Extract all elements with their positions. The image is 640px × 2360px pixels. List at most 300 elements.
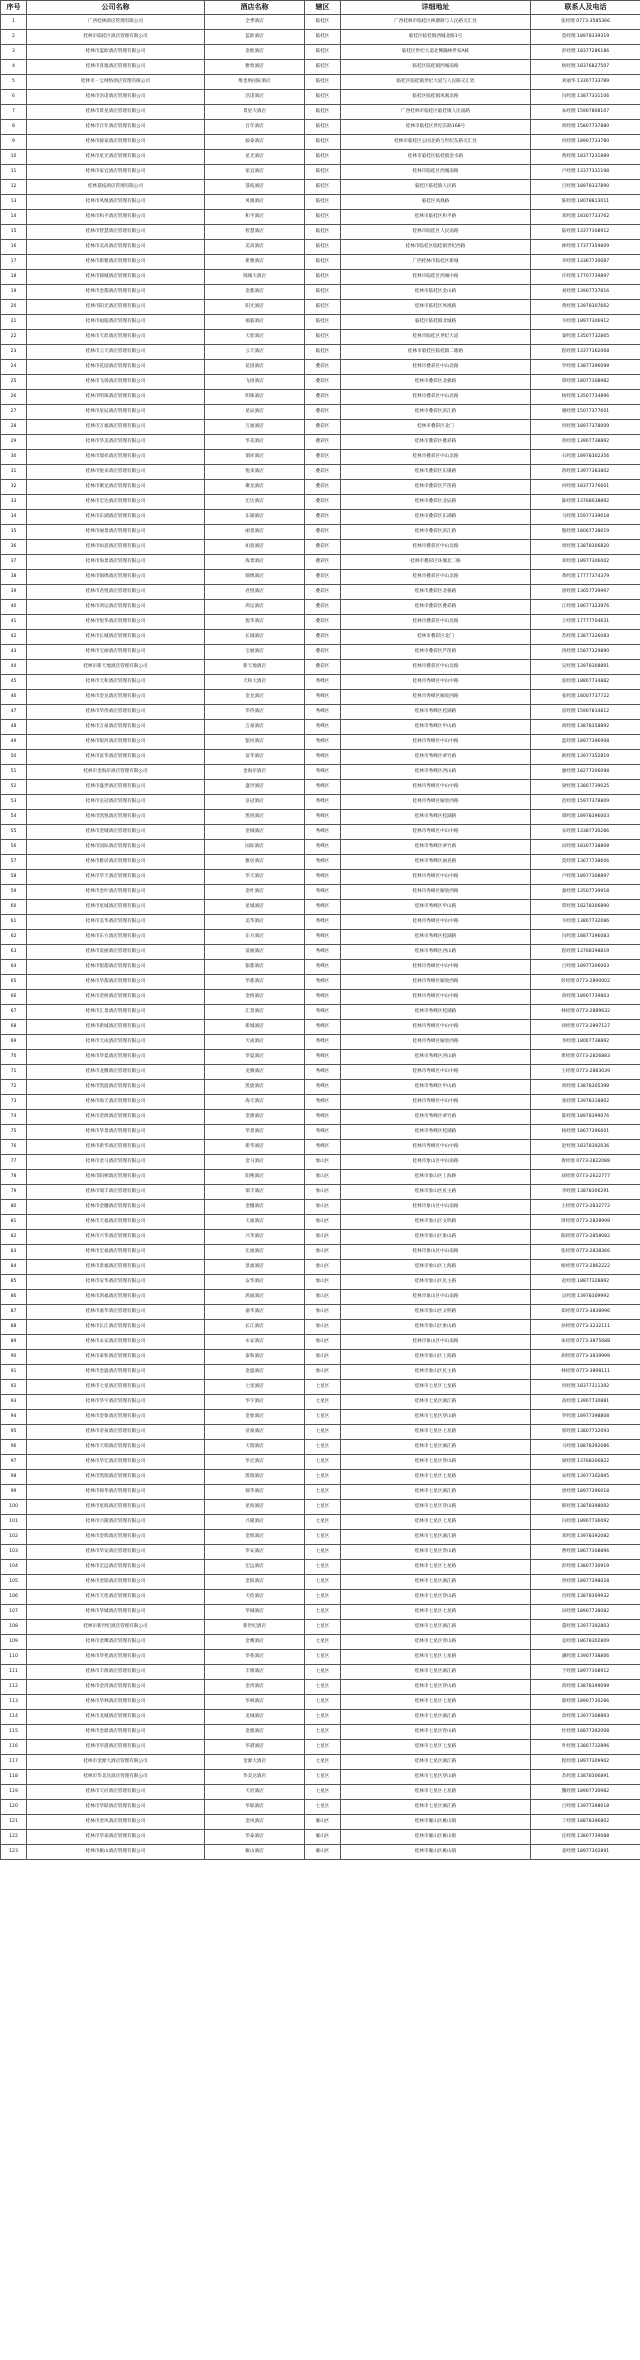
cell-company: 桂林市骏泰酒店管理有限公司 (27, 135, 205, 150)
cell-index: 26 (1, 390, 27, 405)
cell-company: 桂林市丰源酒店管理有限公司 (27, 1665, 205, 1680)
cell-company: 桂林市华安酒店管理有限公司 (27, 1545, 205, 1560)
cell-index: 51 (1, 765, 27, 780)
cell-contact: 任经理 13807739088 (531, 1830, 640, 1845)
cell-hotel: 华美达酒店 (205, 1770, 305, 1785)
cell-company: 桂林市华天酒店管理有限公司 (27, 870, 205, 885)
cell-address: 桂林市叠彩区环城北二路 (341, 555, 531, 570)
cell-district: 象山区 (305, 1350, 341, 1365)
cell-index: 15 (1, 225, 27, 240)
cell-index: 100 (1, 1500, 27, 1515)
cell-district: 秀峰区 (305, 870, 341, 885)
cell-index: 97 (1, 1455, 27, 1470)
cell-company: 桂林市华美达酒店管理有限公司 (27, 1770, 205, 1785)
cell-address: 桂林市秀峰区翠竹路 (341, 750, 531, 765)
cell-hotel: 天成酒店 (205, 1035, 305, 1050)
cell-index: 50 (1, 750, 27, 765)
cell-contact: 丁经理 18878396802 (531, 1815, 640, 1830)
cell-index: 17 (1, 255, 27, 270)
cell-contact: 雷经理 15907834812 (531, 705, 640, 720)
cell-address: 桂林市叠彩区中山北路 (341, 390, 531, 405)
cell-company: 桂林荔枝酒店管理有限公司 (27, 180, 205, 195)
cell-district: 七星区 (305, 1500, 341, 1515)
cell-contact: 袁经理 18678302809 (531, 1635, 640, 1650)
cell-district: 临桂区 (305, 285, 341, 300)
cell-contact: 潘经理 13907738806 (531, 1650, 640, 1665)
table-row (1, 1200, 640, 1215)
cell-district: 叠彩区 (305, 420, 341, 435)
cell-company: 桂林市华港酒店管理有限公司 (27, 1740, 205, 1755)
cell-company: 桂林市智慧酒店管理有限公司 (27, 225, 205, 240)
cell-address: 临桂区临桂镇西城北路1号 (341, 30, 531, 45)
cell-index: 19 (1, 285, 27, 300)
cell-address: 桂林市叠彩区北辰路 (341, 495, 531, 510)
table-row (1, 960, 640, 975)
cell-address: 桂林市叠彩区芦笛路 (341, 480, 531, 495)
cell-index: 94 (1, 1410, 27, 1425)
cell-hotel: 瑞丰酒店 (205, 1185, 305, 1200)
cell-contact: 何经理 18377311392 (531, 1380, 640, 1395)
cell-hotel: 海天酒店 (205, 1095, 305, 1110)
cell-contact: 梁经理 13807739025 (531, 780, 640, 795)
cell-index: 55 (1, 825, 27, 840)
table-row (1, 795, 640, 810)
cell-hotel: 雅居酒店 (205, 855, 305, 870)
cell-index: 112 (1, 1680, 27, 1695)
cell-contact: 黄经理 18377231889 (531, 150, 640, 165)
cell-company: 桂林市飞扬酒店管理有限公司 (27, 375, 205, 390)
cell-index: 80 (1, 1200, 27, 1215)
cell-district: 秀峰区 (305, 840, 341, 855)
cell-district: 象山区 (305, 1365, 341, 1380)
header-row (1, 1, 640, 15)
cell-index: 47 (1, 705, 27, 720)
cell-index: 53 (1, 795, 27, 810)
cell-district: 秀峰区 (305, 720, 341, 735)
cell-company: 桂林市花园酒店管理有限公司 (27, 360, 205, 375)
cell-address: 桂林市七星区穿山路 (341, 1590, 531, 1605)
cell-index: 24 (1, 360, 27, 375)
cell-company: 桂林市华宏酒店管理有限公司 (27, 1455, 205, 1470)
cell-company: 桂林市嘉华酒店管理有限公司 (27, 1305, 205, 1320)
cell-district: 叠彩区 (305, 510, 341, 525)
cell-index: 10 (1, 150, 27, 165)
cell-hotel: 星城酒店 (205, 900, 305, 915)
table-row (1, 720, 640, 735)
cell-hotel: 泰和酒店 (205, 1350, 305, 1365)
cell-district: 秀峰区 (305, 855, 341, 870)
cell-contact: 冯经理 18907736092 (531, 1515, 640, 1530)
cell-contact: 朱经理 15907808107 (531, 105, 640, 120)
cell-district: 七星区 (305, 1800, 341, 1815)
cell-district: 七星区 (305, 1545, 341, 1560)
cell-hotel: 宏福酒店 (205, 1245, 305, 1260)
cell-index: 81 (1, 1215, 27, 1230)
cell-hotel: 长城酒店 (205, 630, 305, 645)
table-row (1, 1050, 640, 1065)
cell-district: 秀峰区 (305, 915, 341, 930)
cell-address: 桂林市秀峰区西山路 (341, 1050, 531, 1065)
table-row (1, 180, 640, 195)
cell-address: 桂林市象山区上海路 (341, 1170, 531, 1185)
cell-contact: 程经理 18977309902 (531, 1755, 640, 1770)
cell-index: 75 (1, 1125, 27, 1140)
cell-company: 桂林市宏远酒店管理有限公司 (27, 1560, 205, 1575)
cell-contact: 秦经理 13507739918 (531, 885, 640, 900)
cell-index: 109 (1, 1635, 27, 1650)
cell-index: 31 (1, 465, 27, 480)
cell-district: 秀峰区 (305, 990, 341, 1005)
cell-index: 104 (1, 1560, 27, 1575)
cell-index: 59 (1, 885, 27, 900)
table-row (1, 1155, 640, 1170)
cell-index: 33 (1, 495, 27, 510)
table-row (1, 165, 640, 180)
cell-company: 桂林市星辰酒店管理有限公司 (27, 405, 205, 420)
cell-address: 桂林市雁山区雁山镇 (341, 1815, 531, 1830)
cell-company: 桂林市华都酒店管理有限公司 (27, 975, 205, 990)
cell-hotel: 永安酒店 (205, 1335, 305, 1350)
cell-contact: 余经理 13977308893 (531, 1710, 640, 1725)
table-row (1, 1725, 640, 1740)
table-row (1, 1560, 640, 1575)
cell-district: 秀峰区 (305, 900, 341, 915)
cell-hotel: 全季酒店 (205, 15, 305, 30)
cell-hotel: 景星大酒店 (205, 105, 305, 120)
table-row (1, 1335, 640, 1350)
cell-address: 桂林市秀峰区甲山路 (341, 1080, 531, 1095)
cell-contact: 黄经理 0773-2822088 (531, 1155, 640, 1170)
cell-hotel: 华安酒店 (205, 1545, 305, 1560)
cell-index: 67 (1, 1005, 27, 1020)
cell-district: 临桂区 (305, 60, 341, 75)
cell-district: 七星区 (305, 1650, 341, 1665)
cell-contact: 刘经理 0773-2622777 (531, 1170, 640, 1185)
cell-hotel: 金鹰酒店 (205, 1635, 305, 1650)
cell-index: 21 (1, 315, 27, 330)
cell-district: 秀峰区 (305, 750, 341, 765)
cell-company: 桂林市浩诺酒店管理有限公司 (27, 90, 205, 105)
cell-hotel: 金象酒店 (205, 1410, 305, 1425)
cell-contact: 覃经理 18077308982 (531, 375, 640, 390)
cell-address: 桂林市七星区漓江路 (341, 1440, 531, 1455)
table-row (1, 135, 640, 150)
cell-hotel: 金源酒店 (205, 1110, 305, 1125)
cell-hotel: 银河酒店 (205, 735, 305, 750)
table-row (1, 840, 640, 855)
cell-contact: 田经理 18907738082 (531, 1605, 640, 1620)
cell-address: 桂林市七星区穿山路 (341, 1770, 531, 1785)
cell-address: 桂林市秀峰区西山路 (341, 945, 531, 960)
cell-contact: 肖经理 13878309932 (531, 1590, 640, 1605)
table-row (1, 660, 640, 675)
cell-hotel: 金龙酒店 (205, 690, 305, 705)
cell-contact: 邓经理 18977306002 (531, 555, 640, 570)
table-row (1, 705, 640, 720)
cell-contact: 胡经理 13878358892 (531, 720, 640, 735)
cell-hotel: 锦城大酒店 (205, 270, 305, 285)
cell-index: 118 (1, 1770, 27, 1785)
cell-contact: 杨经理 13507734896 (531, 390, 640, 405)
cell-hotel: 云天酒店 (205, 345, 305, 360)
cell-hotel: 金穗酒店 (205, 1200, 305, 1215)
cell-company: 桂林市天瑞酒店管理有限公司 (27, 1440, 205, 1455)
cell-hotel: 浩诺酒店 (205, 90, 305, 105)
cell-district: 叠彩区 (305, 360, 341, 375)
table-row (1, 90, 640, 105)
cell-contact: 石经理 18978302356 (531, 450, 640, 465)
cell-contact: 何经理 18977378009 (531, 420, 640, 435)
table-row (1, 420, 640, 435)
cell-district: 秀峰区 (305, 1050, 341, 1065)
cell-hotel: 鸿运酒店 (205, 600, 305, 615)
cell-index: 69 (1, 1035, 27, 1050)
cell-company: 桂林市锦绣酒店管理有限公司 (27, 570, 205, 585)
header-district: 辖区 (305, 1, 341, 15)
cell-district: 秀峰区 (305, 690, 341, 705)
cell-contact: 董经理 13977392803 (531, 1620, 640, 1635)
cell-company: 桂林市宏达酒店管理有限公司 (27, 495, 205, 510)
table-row (1, 570, 640, 585)
cell-hotel: 金阳酒店 (205, 1575, 305, 1590)
cell-index: 4 (1, 60, 27, 75)
cell-contact: 高经理 13907730881 (531, 1395, 640, 1410)
cell-hotel: 万豪酒店 (205, 720, 305, 735)
cell-address: 桂林市叠彩区叠彩路 (341, 600, 531, 615)
cell-address: 桂林市象山区中山南路 (341, 1245, 531, 1260)
cell-index: 77 (1, 1155, 27, 1170)
cell-district: 叠彩区 (305, 405, 341, 420)
cell-address: 桂林市七星区七星路 (341, 1470, 531, 1485)
cell-address: 桂林市秀峰区西山路 (341, 765, 531, 780)
cell-index: 64 (1, 960, 27, 975)
cell-address: 桂林市秀峰区中山中路 (341, 1140, 531, 1155)
table-row (1, 1365, 640, 1380)
cell-hotel: 天涯酒店 (205, 330, 305, 345)
table-row (1, 1140, 640, 1155)
cell-address: 桂林市临桂区临桂镇金水路 (341, 150, 531, 165)
cell-address: 桂林市叠彩区中山北路 (341, 360, 531, 375)
table-row (1, 480, 640, 495)
table-row (1, 1740, 640, 1755)
table-row (1, 1665, 640, 1680)
cell-district: 临桂区 (305, 255, 341, 270)
cell-address: 桂林市叠彩区叠彩路 (341, 435, 531, 450)
cell-contact: 陈经理 13768038892 (531, 495, 640, 510)
cell-district: 秀峰区 (305, 1140, 341, 1155)
cell-address: 桂林市七星区穿山路 (341, 1635, 531, 1650)
cell-index: 111 (1, 1665, 27, 1680)
cell-hotel: 丽景酒店 (205, 525, 305, 540)
cell-contact: 彭经理 18377286186 (531, 45, 640, 60)
cell-hotel: 福临酒店 (205, 315, 305, 330)
cell-company: 桂林市金城酒店管理有限公司 (27, 825, 205, 840)
cell-hotel: 富丽酒店 (205, 945, 305, 960)
cell-contact: 魏经理 18907730982 (531, 1785, 640, 1800)
table-row (1, 780, 640, 795)
table-row (1, 1410, 640, 1425)
cell-hotel: 华宇酒店 (205, 1395, 305, 1410)
cell-district: 象山区 (305, 1260, 341, 1275)
cell-company: 桂林市金象酒店管理有限公司 (27, 1410, 205, 1425)
table-row (1, 945, 640, 960)
cell-index: 73 (1, 1095, 27, 1110)
cell-hotel: 天伦酒店 (205, 1590, 305, 1605)
table-row (1, 510, 640, 525)
cell-contact: 周经理 13878305398 (531, 1080, 640, 1095)
cell-index: 12 (1, 180, 27, 195)
cell-index: 85 (1, 1275, 27, 1290)
table-row (1, 405, 640, 420)
cell-contact: 于经理 18977308912 (531, 1665, 640, 1680)
cell-hotel: 天和大酒店 (205, 675, 305, 690)
cell-contact: 谢经理 15077377601 (531, 405, 640, 420)
cell-index: 95 (1, 1425, 27, 1440)
cell-hotel: 悦来酒店 (205, 465, 305, 480)
cell-district: 象山区 (305, 1230, 341, 1245)
cell-hotel: 新华酒店 (205, 1140, 305, 1155)
cell-company: 桂林市国际酒店管理有限公司 (27, 840, 205, 855)
cell-contact: 蓝经理 18977396908 (531, 735, 640, 750)
cell-contact: 庞经理 18807734882 (531, 675, 640, 690)
cell-hotel: 飞扬酒店 (205, 375, 305, 390)
cell-index: 2 (1, 30, 27, 45)
cell-district: 叠彩区 (305, 540, 341, 555)
cell-contact: 覃经理 18278306890 (531, 900, 640, 915)
cell-company: 桂林市如意酒店管理有限公司 (27, 540, 205, 555)
cell-contact: 冯经理 13877331106 (531, 90, 640, 105)
table-row (1, 1605, 640, 1620)
cell-district: 象山区 (305, 1320, 341, 1335)
cell-address: 桂林市叠彩区滨江路 (341, 525, 531, 540)
cell-address: 广西桂林市临桂区临桂镇人民南路 (341, 105, 531, 120)
table-row (1, 1620, 640, 1635)
cell-district: 秀峰区 (305, 1005, 341, 1020)
cell-district: 临桂区 (305, 315, 341, 330)
cell-hotel: 凯旋酒店 (205, 1080, 305, 1095)
table-row (1, 855, 640, 870)
cell-index: 103 (1, 1545, 27, 1560)
cell-company: 桂林市新华酒店管理有限公司 (27, 1140, 205, 1155)
cell-index: 70 (1, 1050, 27, 1065)
cell-district: 象山区 (305, 1335, 341, 1350)
cell-contact: 许经理 17707739897 (531, 270, 640, 285)
cell-district: 临桂区 (305, 30, 341, 45)
cell-address: 桂林市七星区漓江路 (341, 1710, 531, 1725)
cell-district: 秀峰区 (305, 795, 341, 810)
cell-contact: 江经理 18677323976 (531, 600, 640, 615)
cell-address: 桂林市秀峰区解放西路 (341, 885, 531, 900)
cell-address: 桂林市叠彩区芦笛路 (341, 645, 531, 660)
table-row (1, 990, 640, 1005)
cell-district: 七星区 (305, 1770, 341, 1785)
cell-hotel: 华都酒店 (205, 975, 305, 990)
cell-contact: 熊经理 18007738619 (531, 525, 640, 540)
cell-contact: 莫经理 13677738606 (531, 855, 640, 870)
cell-contact: 廖经理 18277306098 (531, 765, 640, 780)
cell-hotel: 花园酒店 (205, 360, 305, 375)
cell-address: 桂林市临桂区金山路 (341, 285, 531, 300)
cell-company: 桂林市金穗酒店管理有限公司 (27, 1200, 205, 1215)
cell-hotel: 金城酒店 (205, 825, 305, 840)
cell-contact: 王经理 17777704631 (531, 615, 640, 630)
cell-district: 临桂区 (305, 120, 341, 135)
cell-address: 桂林市七星区漓江路 (341, 1575, 531, 1590)
cell-address: 临桂区凤凰路 (341, 195, 531, 210)
cell-index: 122 (1, 1830, 27, 1845)
cell-address: 桂林市秀峰区中山中路 (341, 1020, 531, 1035)
cell-contact: 彭经理 0773-2890002 (531, 975, 640, 990)
cell-hotel: 阳朔酒店 (205, 1170, 305, 1185)
cell-company: 桂林市汇景酒店管理有限公司 (27, 1005, 205, 1020)
table-row (1, 975, 640, 990)
cell-company: 桂林市兴隆酒店管理有限公司 (27, 1515, 205, 1530)
cell-contact: 卢经理 18977308897 (531, 870, 640, 885)
cell-district: 雁山区 (305, 1845, 341, 1860)
cell-index: 9 (1, 135, 27, 150)
cell-company: 桂林市华城酒店管理有限公司 (27, 1605, 205, 1620)
cell-hotel: 君悦酒店 (205, 585, 305, 600)
cell-company: 桂林市新雅酒店管理有限公司 (27, 255, 205, 270)
cell-hotel: 东湖酒店 (205, 510, 305, 525)
cell-contact: 陆经理 13377308912 (531, 225, 640, 240)
cell-hotel: 凯瑞酒店 (205, 1470, 305, 1485)
cell-address: 桂林市雁山区雁山街 (341, 1830, 531, 1845)
cell-index: 13 (1, 195, 27, 210)
cell-address: 桂林市象山区中山南路 (341, 1200, 531, 1215)
table-row (1, 1320, 640, 1335)
table-row (1, 1485, 640, 1500)
cell-address: 桂林市秀峰区解放西路 (341, 975, 531, 990)
cell-district: 叠彩区 (305, 660, 341, 675)
cell-company: 桂林市天和酒店管理有限公司 (27, 675, 205, 690)
table-row (1, 1845, 640, 1860)
cell-company: 桂林市金桥酒店管理有限公司 (27, 990, 205, 1005)
cell-company: 桂林市悦华酒店管理有限公司 (27, 615, 205, 630)
cell-index: 22 (1, 330, 27, 345)
cell-company: 桂林市景星酒店管理有限公司 (27, 105, 205, 120)
cell-hotel: 天瑞酒店 (205, 1440, 305, 1455)
cell-district: 七星区 (305, 1635, 341, 1650)
cell-company: 桂林市悦来酒店管理有限公司 (27, 465, 205, 480)
cell-index: 91 (1, 1365, 27, 1380)
cell-address: 临桂区临桂镇世纪大道与人民路交汇处 (341, 75, 531, 90)
cell-company: 桂林市华林酒店管理有限公司 (27, 1695, 205, 1710)
cell-company: 桂林市聚龙酒店管理有限公司 (27, 480, 205, 495)
table-row (1, 1005, 640, 1020)
cell-address: 桂林市七星区漓江路 (341, 1800, 531, 1815)
cell-district: 秀峰区 (305, 825, 341, 840)
cell-index: 90 (1, 1350, 27, 1365)
cell-index: 110 (1, 1650, 27, 1665)
cell-index: 58 (1, 870, 27, 885)
cell-address: 桂林市叠彩区中山北路 (341, 660, 531, 675)
cell-company: 桂林市福临酒店管理有限公司 (27, 315, 205, 330)
cell-contact: 苏经理 13878306891 (531, 1770, 640, 1785)
cell-contact: 杨经理 18677396601 (531, 1125, 640, 1140)
cell-district: 临桂区 (305, 165, 341, 180)
table-row (1, 900, 640, 915)
cell-address: 桂林市七星区七星路 (341, 1425, 531, 1440)
cell-hotel: 华泰酒店 (205, 1830, 305, 1845)
cell-district: 临桂区 (305, 300, 341, 315)
cell-index: 41 (1, 615, 27, 630)
cell-index: 1 (1, 15, 27, 30)
cell-address: 桂林市临桂区公园北路与世纪东路交汇处 (341, 135, 531, 150)
cell-company: 桂林市百年酒店管理有限公司 (27, 120, 205, 135)
cell-index: 46 (1, 690, 27, 705)
cell-index: 60 (1, 900, 27, 915)
